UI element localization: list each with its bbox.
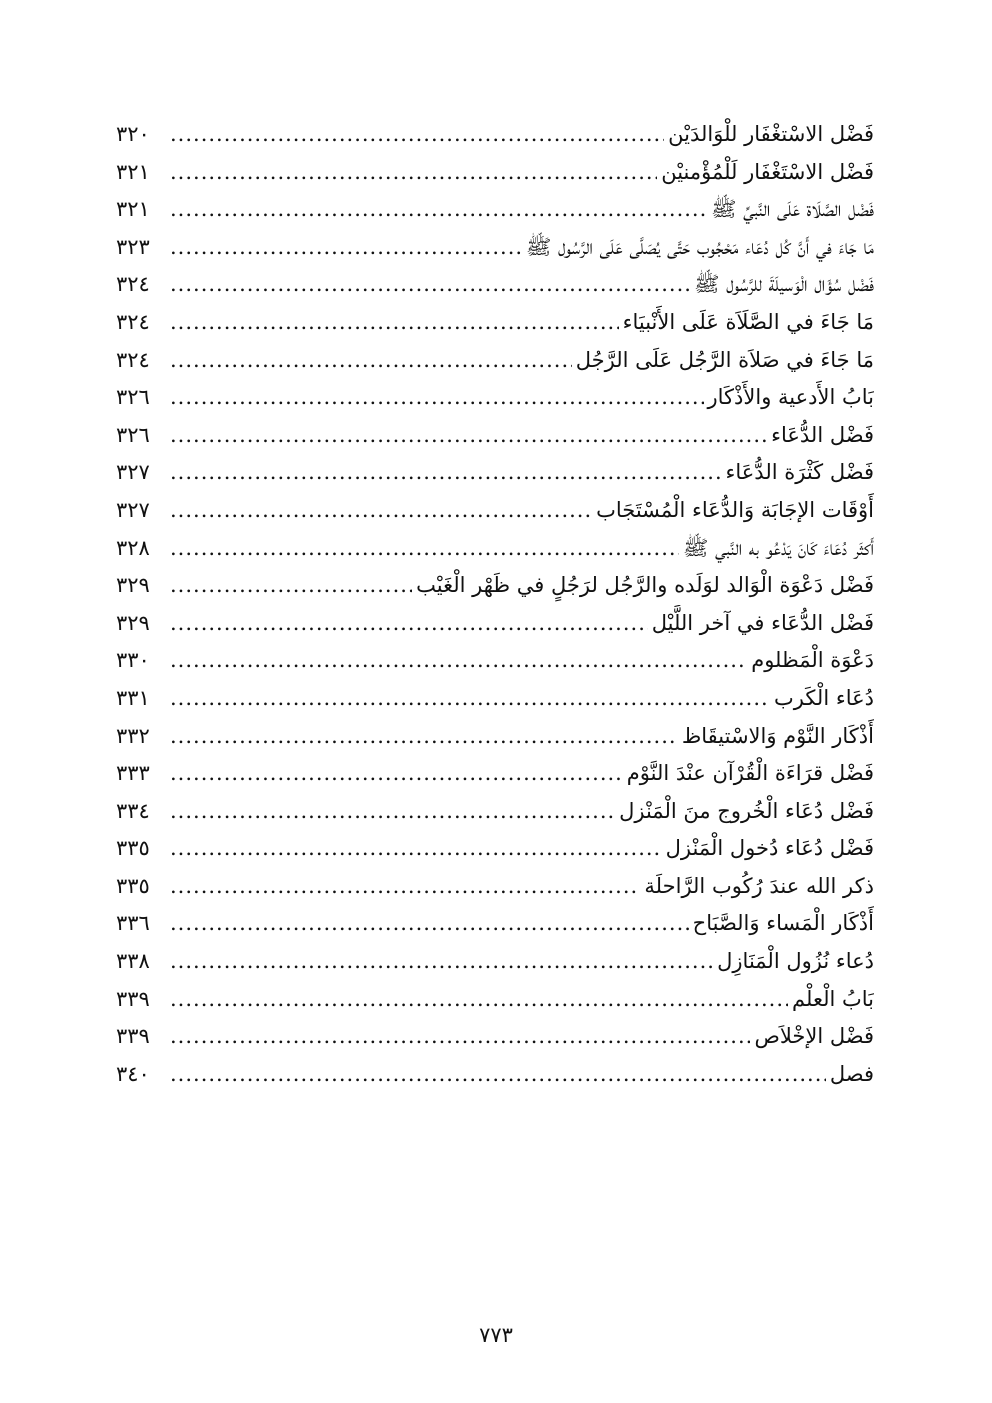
toc-entry-title: بَابُ الْعلْم bbox=[792, 986, 874, 1011]
toc-entry-title: فَضْل الدُّعَاء bbox=[771, 422, 874, 447]
toc-entry-page: ٣٣٩ bbox=[116, 1024, 150, 1049]
toc-entry bbox=[116, 567, 874, 605]
dot-leader bbox=[170, 605, 648, 643]
toc-entry-page: ٣٢١ bbox=[116, 159, 150, 184]
toc-entry-page: ٣٢٧ bbox=[116, 497, 150, 522]
toc-entry-page: ٣٣٦ bbox=[116, 911, 150, 936]
dot-leader bbox=[170, 680, 770, 718]
toc-entry-title: فَضْل الاسْتغْفَار للْوَالدَيْن bbox=[668, 122, 874, 146]
dot-leader bbox=[170, 981, 788, 1019]
toc-entry-page: ٣٢٤ bbox=[116, 347, 150, 372]
toc-entry bbox=[116, 868, 874, 906]
toc-entry-title: دَعْوَة الْمَظلوم bbox=[751, 648, 874, 673]
toc-entry-page: ٣٢٦ bbox=[116, 422, 150, 447]
toc-entry-title: فَضْل الدُّعَاء في آخر اللَّيْل bbox=[651, 610, 874, 635]
dot-leader bbox=[170, 755, 623, 793]
toc-entry-title: فَضْل دَعْوَة الْوَالد لوَلَده والرَّجُل لرَجُلٍ في ظَهْر الْغَيْب bbox=[416, 573, 874, 598]
dot-leader bbox=[170, 530, 679, 568]
dot-leader bbox=[170, 304, 619, 342]
toc-entry-page: ٣٢٠ bbox=[116, 122, 150, 146]
toc-entry-title: أَذْكَار الْمَساء وَالصَّبَاح bbox=[692, 911, 874, 936]
toc-entry-title: أَوْقَات الإجَابَة وَالدُّعَاء الْمُسْتَجَاب bbox=[596, 497, 874, 522]
toc-entry-page: ٣٣٩ bbox=[116, 986, 150, 1011]
toc-entry bbox=[116, 417, 874, 455]
toc-entry bbox=[116, 718, 874, 756]
toc-entry bbox=[116, 1018, 874, 1056]
toc-entry bbox=[116, 191, 874, 229]
toc-entry bbox=[116, 342, 874, 380]
toc-entry bbox=[116, 304, 874, 342]
toc-entry-page: ٣٣٤ bbox=[116, 798, 150, 823]
dot-leader bbox=[170, 379, 704, 417]
dot-leader bbox=[170, 793, 615, 831]
toc-entry bbox=[116, 680, 874, 718]
toc-entry bbox=[116, 379, 874, 417]
toc-entry-title: أَذْكَار النَّوْم وَالاسْتيقَاظ bbox=[681, 723, 874, 748]
dot-leader bbox=[170, 191, 707, 229]
toc-entry bbox=[116, 943, 874, 981]
dot-leader bbox=[170, 718, 678, 756]
toc-entry-page: ٣٢١ bbox=[116, 197, 150, 222]
table-of-contents bbox=[116, 116, 874, 1093]
toc-entry bbox=[116, 492, 874, 530]
toc-entry-page: ٣٣١ bbox=[116, 685, 150, 710]
toc-entry-page: ٣٤٠ bbox=[116, 1061, 150, 1086]
dot-leader bbox=[170, 266, 690, 304]
toc-entry bbox=[116, 154, 874, 192]
dot-leader bbox=[170, 1056, 826, 1094]
toc-entry bbox=[116, 642, 874, 680]
dot-leader bbox=[170, 454, 722, 492]
toc-entry-title: مَا جَاءَ في صَلاَة الرَّجُل عَلَى الرَّجُل bbox=[575, 347, 874, 372]
dot-leader bbox=[170, 492, 592, 530]
toc-entry bbox=[116, 755, 874, 793]
toc-entry-page: ٣٢٦ bbox=[116, 385, 150, 410]
toc-entry-title: دُعاء نُزُول الْمَنَازِل bbox=[717, 949, 874, 974]
toc-entry-page: ٣٢٤ bbox=[116, 309, 150, 334]
dot-leader bbox=[170, 905, 689, 943]
toc-entry-page: ٣٢٧ bbox=[116, 460, 150, 485]
toc-entry-title: فَضْل كَثْرَة الدُّعَاء bbox=[725, 460, 874, 485]
toc-entry-title: فَضْل قرَاءَة الْقُرْآن عنْدَ النَّوْم bbox=[626, 761, 874, 786]
toc-entry bbox=[116, 229, 874, 267]
dot-leader bbox=[170, 1018, 750, 1056]
toc-entry-page: ٣٣٨ bbox=[116, 949, 150, 974]
dot-leader bbox=[170, 116, 664, 154]
toc-entry bbox=[116, 905, 874, 943]
toc-entry bbox=[116, 454, 874, 492]
toc-entry-title: فَضْل الإخْلاَص bbox=[754, 1024, 874, 1049]
toc-entry-page: ٣٢٩ bbox=[116, 610, 150, 635]
dot-leader bbox=[170, 229, 522, 267]
toc-entry-title: فصل bbox=[829, 1061, 874, 1086]
page-number: ٧٧٣ bbox=[479, 1323, 513, 1347]
dot-leader bbox=[170, 830, 662, 868]
dot-leader bbox=[170, 154, 657, 192]
toc-entry-page: ٣٣٥ bbox=[116, 836, 150, 861]
toc-entry-title: بَابُ الأَدعية والأَذْكَار bbox=[707, 385, 874, 410]
toc-entry bbox=[116, 981, 874, 1019]
toc-entry-page: ٣٣٠ bbox=[116, 648, 150, 673]
toc-entry-page: ٣٢٨ bbox=[116, 535, 150, 560]
toc-entry-page: ٣٢٩ bbox=[116, 573, 150, 598]
toc-entry-title: فَضْل الاسْتَغْفَار لَلْمُؤْمنيْن bbox=[661, 159, 874, 184]
toc-entry bbox=[116, 605, 874, 643]
toc-entry-title: ذكر الله عندَ رُكُوب الرَّاحلَة bbox=[644, 873, 874, 898]
toc-entry-page: ٣٢٣ bbox=[116, 234, 150, 259]
toc-entry-title: فَضْل دُعَاء الْخُروج منَ الْمَنْزل bbox=[619, 798, 874, 823]
toc-entry-title: أَكثَر دُعَاءَ كَانَ يَدْعُو به النَّبي ﷺ bbox=[683, 535, 874, 560]
toc-entry-page: ٣٣٥ bbox=[116, 873, 150, 898]
toc-entry bbox=[116, 793, 874, 831]
toc-entry bbox=[116, 266, 874, 304]
dot-leader bbox=[170, 342, 572, 380]
toc-entry-page: ٣٣٣ bbox=[116, 761, 150, 786]
dot-leader bbox=[170, 943, 713, 981]
toc-entry bbox=[116, 530, 874, 568]
dot-leader bbox=[170, 567, 412, 605]
toc-entry-title: مَا جَاءَ في أَنَّ كُل دُعَاء مَحْجُوب حَتَّى يُصَلَّى عَلَى الرَّسُول ﷺ bbox=[525, 234, 874, 259]
toc-entry-title: فَضْل سُؤَال الْوَسيلَةَ للرَّسُول ﷺ bbox=[694, 272, 874, 297]
toc-entry-title: فَضْل دُعَاء دُخول الْمَنْزل bbox=[665, 836, 874, 861]
toc-entry-title: فَضْل الصَّلَاة عَلَى النَّبيِّ ﷺ bbox=[711, 197, 874, 222]
toc-entry bbox=[116, 830, 874, 868]
dot-leader bbox=[170, 642, 747, 680]
toc-entry-title: دُعَاء الْكَرب bbox=[773, 685, 874, 710]
toc-entry bbox=[116, 1056, 874, 1094]
toc-entry-page: ٣٢٤ bbox=[116, 272, 150, 297]
dot-leader bbox=[170, 868, 640, 906]
toc-entry bbox=[116, 116, 874, 154]
dot-leader bbox=[170, 417, 767, 455]
toc-entry-page: ٣٣٢ bbox=[116, 723, 150, 748]
toc-entry-title: مَا جَاءَ في الصَّلَاَة عَلَى الأَنْبيَاء bbox=[622, 309, 874, 334]
